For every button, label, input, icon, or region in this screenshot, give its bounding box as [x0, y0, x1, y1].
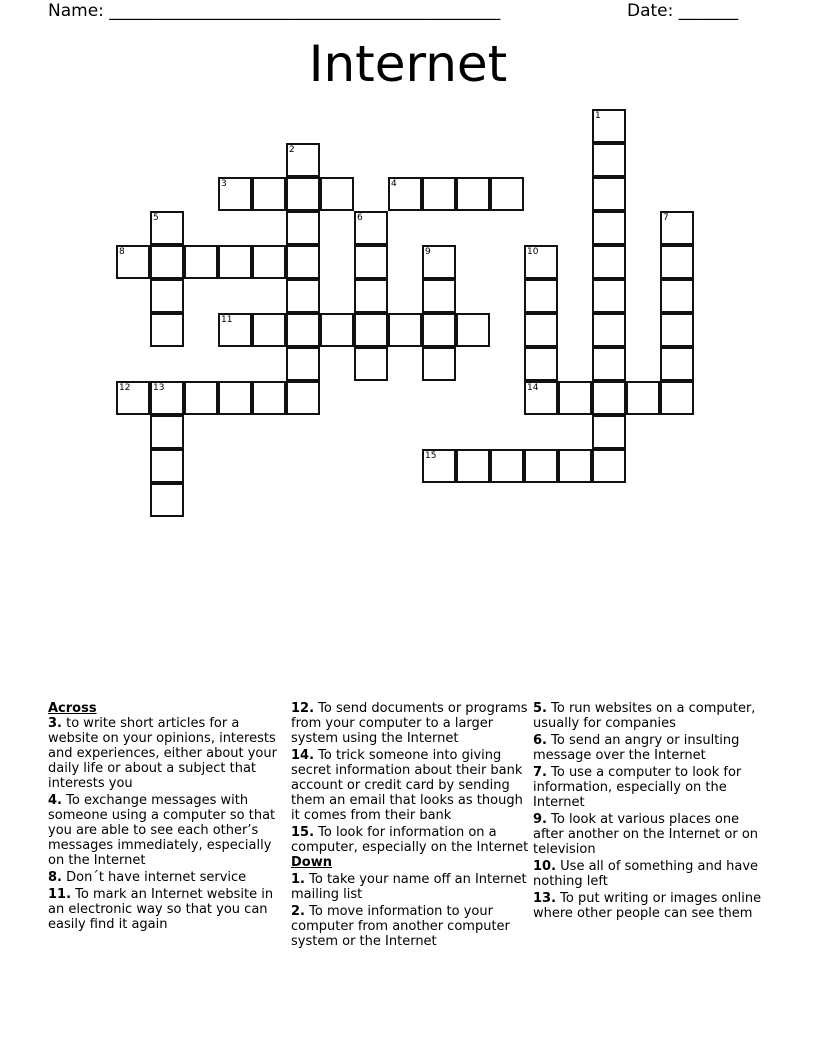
clues-column-1	[48, 701, 283, 934]
grid-cell[interactable]	[150, 313, 184, 347]
clue-across-12: 12. To send documents or programs from your computer to a larger system using the Internet	[291, 701, 528, 746]
clue-number: 10	[527, 247, 539, 257]
grid-cell[interactable]	[524, 313, 558, 347]
clue-number: 5	[153, 213, 159, 223]
grid-cell[interactable]	[252, 245, 286, 279]
clue-number: 8	[119, 247, 125, 257]
grid-cell[interactable]	[320, 313, 354, 347]
clue-across-3: 3. to write short articles for a website on your opinions, interests and experiences, either about your daily life or about a subject that interests you	[48, 716, 277, 791]
clue-number: 7	[663, 213, 669, 223]
grid-cell[interactable]	[524, 347, 558, 381]
grid-cell[interactable]	[354, 279, 388, 313]
grid-cell[interactable]	[116, 381, 150, 415]
grid-cell[interactable]	[218, 381, 252, 415]
clue-number: 1	[595, 111, 601, 121]
clue-across-11: 11. To mark an Internet website in an electronic way so that you can easily find it again	[48, 887, 274, 932]
grid-cell[interactable]	[660, 279, 694, 313]
grid-cell[interactable]	[184, 381, 218, 415]
grid-cell[interactable]	[286, 245, 320, 279]
clue-number: 14	[527, 383, 539, 393]
grid-cell[interactable]	[286, 347, 320, 381]
grid-cell[interactable]	[422, 449, 456, 483]
clue-across-8: 8. Don´t have internet service	[48, 870, 247, 885]
grid-cell[interactable]	[592, 381, 626, 415]
page-title: Internet	[308, 35, 508, 93]
grid-cell[interactable]	[286, 177, 320, 211]
grid-cell[interactable]	[660, 211, 694, 245]
grid-cell[interactable]	[592, 177, 626, 211]
clues-column-3	[533, 701, 773, 923]
grid-cell[interactable]	[660, 347, 694, 381]
grid-cell[interactable]	[660, 313, 694, 347]
grid-cell[interactable]	[592, 415, 626, 449]
grid-cell[interactable]	[354, 347, 388, 381]
clue-number: 12	[119, 383, 131, 393]
grid-cell[interactable]	[456, 313, 490, 347]
grid-cell[interactable]	[320, 177, 354, 211]
clue-number: 4	[391, 179, 397, 189]
clue-down-9: 9. To look at various places one after another on the Internet or on television	[533, 812, 759, 857]
clues-column-2	[291, 701, 531, 951]
grid-cell[interactable]	[286, 313, 320, 347]
clue-number: 3	[221, 179, 227, 189]
grid-cell[interactable]	[592, 109, 626, 143]
clue-number: 15	[425, 451, 437, 461]
clue-number: 11	[221, 315, 233, 325]
name-field[interactable]: Name: ______________________________________________	[48, 1, 501, 21]
grid-cell[interactable]	[422, 347, 456, 381]
grid-cell[interactable]	[490, 177, 524, 211]
clue-down-7: 7. To use a computer to look for information, especially on the Internet	[533, 765, 742, 810]
grid-cell[interactable]	[150, 483, 184, 517]
grid-cell[interactable]	[592, 313, 626, 347]
grid-cell[interactable]	[252, 313, 286, 347]
grid-cell[interactable]	[388, 177, 422, 211]
grid-cell[interactable]	[354, 245, 388, 279]
grid-cell[interactable]	[592, 347, 626, 381]
grid-cell[interactable]	[218, 313, 252, 347]
clue-down-5: 5. To run websites on a computer, usually for companies	[533, 701, 756, 731]
grid-cell[interactable]	[150, 245, 184, 279]
grid-cell[interactable]	[490, 449, 524, 483]
grid-cell[interactable]	[524, 279, 558, 313]
grid-cell[interactable]	[592, 143, 626, 177]
clue-down-2: 2. To move information to your computer from another computer system or the Internet	[291, 904, 510, 949]
clue-number: 13	[153, 383, 165, 393]
grid-cell[interactable]	[524, 245, 558, 279]
grid-cell[interactable]	[252, 381, 286, 415]
grid-cell[interactable]	[558, 381, 592, 415]
date-field[interactable]: Date: _______	[627, 1, 739, 21]
grid-cell[interactable]	[422, 245, 456, 279]
grid-cell[interactable]	[592, 449, 626, 483]
grid-cell[interactable]	[456, 449, 490, 483]
grid-cell[interactable]	[150, 449, 184, 483]
grid-cell[interactable]	[218, 245, 252, 279]
grid-cell[interactable]	[524, 381, 558, 415]
across-heading: Across	[48, 701, 97, 716]
grid-cell[interactable]	[660, 245, 694, 279]
clue-down-1: 1. To take your name off an Internet mailing list	[291, 872, 527, 902]
grid-cell[interactable]	[558, 449, 592, 483]
clue-number: 2	[289, 145, 295, 155]
clue-down-10: 10. Use all of something and have nothing left	[533, 859, 759, 889]
grid-cell[interactable]	[218, 177, 252, 211]
grid-cell[interactable]	[286, 143, 320, 177]
grid-cell[interactable]	[592, 279, 626, 313]
grid-cell[interactable]	[388, 313, 422, 347]
grid-cell[interactable]	[592, 245, 626, 279]
grid-cell[interactable]	[524, 449, 558, 483]
grid-cell[interactable]	[660, 381, 694, 415]
grid-cell[interactable]	[422, 313, 456, 347]
clue-number: 9	[425, 247, 431, 257]
grid-cell[interactable]	[354, 313, 388, 347]
grid-cell[interactable]	[286, 381, 320, 415]
down-heading: Down	[291, 855, 332, 870]
grid-cell[interactable]	[626, 381, 660, 415]
grid-cell[interactable]	[286, 279, 320, 313]
grid-cell[interactable]	[184, 245, 218, 279]
clue-across-14: 14. To trick someone into giving secret information about their bank account or credit card by sending them an email that looks as though it comes from their bank	[291, 748, 523, 823]
grid-cell[interactable]	[456, 177, 490, 211]
grid-cell[interactable]	[286, 211, 320, 245]
grid-cell[interactable]	[150, 279, 184, 313]
grid-cell[interactable]	[592, 211, 626, 245]
grid-cell[interactable]	[422, 177, 456, 211]
clue-number: 6	[357, 213, 363, 223]
grid-cell[interactable]	[252, 177, 286, 211]
clue-across-4: 4. To exchange messages with someone using a computer so that you are able to see each other’s messages immediately, especially on the Internet	[48, 793, 276, 868]
grid-cell[interactable]	[116, 245, 150, 279]
clue-down-13: 13. To put writing or images online where other people can see them	[533, 891, 762, 921]
grid-cell[interactable]	[354, 211, 388, 245]
grid-cell[interactable]	[422, 279, 456, 313]
grid-cell[interactable]	[150, 211, 184, 245]
grid-cell[interactable]	[150, 415, 184, 449]
clue-across-15: 15. To look for information on a computer, especially on the Internet	[291, 825, 529, 855]
clue-down-6: 6. To send an angry or insulting message over the Internet	[533, 733, 740, 763]
grid-cell[interactable]	[150, 381, 184, 415]
